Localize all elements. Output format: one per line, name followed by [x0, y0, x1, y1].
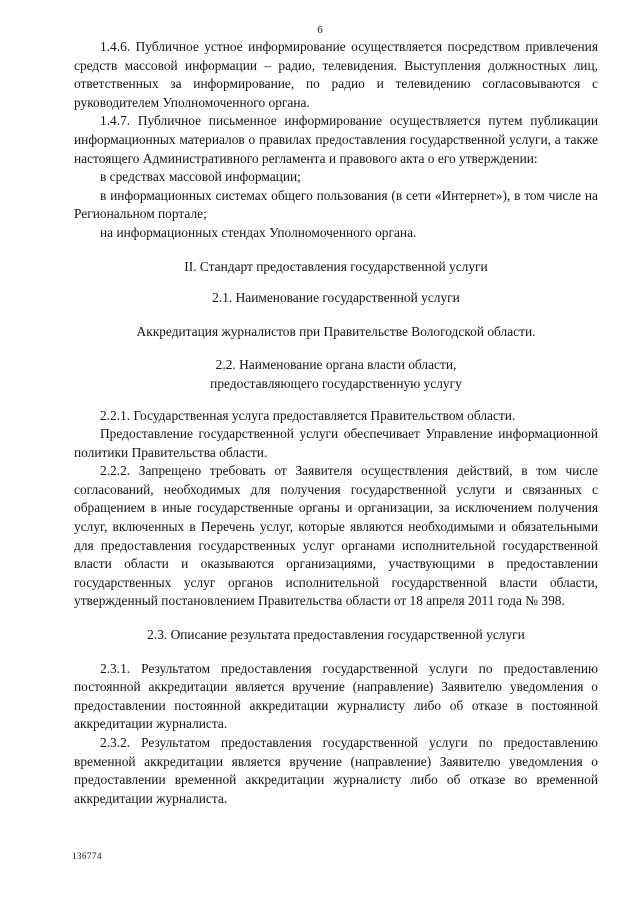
- list-item: в информационных системах общего пользования (в сети «Интернет»), в том числе на Региональном портале;: [74, 187, 598, 222]
- service-name: Аккредитация журналистов при Правительстве Вологодской области.: [136, 323, 536, 339]
- paragraph-1-4-6: 1.4.6. Публичное устное информирование осуществляется посредством привлечения средств массовой информации – радио, телевидения. Выступления должностных лиц, ответственных за информирование, по радио и телевидению согласовываются с руководителем Уполномоченного органа.: [74, 39, 598, 110]
- document-body: [74, 38, 598, 808]
- paragraph-2-2-2: 2.2.2. Запрещено требовать от Заявителя осуществления действий, в том числе согласований, необходимых для получения государственной услуги и связанных с обращением в иные государственные органы и организации, за исключением получения услуг, включенных в Перечень услуг, которые являются необходимыми и обязательными для предоставления государственных услуг органами исполнительной государственной власти области и оказываются организациями, участвующими в предоставлении государственных услуг органов исполнительной государственной власти области, утвержденный постановлением Правительства области от 18 апреля 2011 года № 398.: [74, 463, 598, 609]
- page-number: 6: [317, 24, 323, 36]
- footer-code: 136774: [72, 851, 102, 861]
- paragraph-2-2-1-cont: Предоставление государственной услуги обеспечивает Управление информационной политики Правительства области.: [74, 426, 598, 460]
- subsection-heading-2-1: 2.1. Наименование государственной услуги: [212, 290, 460, 306]
- section-heading: II. Стандарт предоставления государственной услуги: [184, 258, 488, 274]
- subsection-heading-2-2-line1: 2.2. Наименование органа власти области,: [215, 357, 457, 373]
- paragraph-2-2-1: 2.2.1. Государственная услуга предоставляется Правительством области.: [100, 407, 516, 423]
- list-item: в средствах массовой информации;: [100, 169, 301, 185]
- subsection-heading-2-2-line2: предоставляющего государственную услугу: [210, 375, 462, 391]
- list-item: на информационных стендах Уполномоченного органа.: [100, 224, 417, 240]
- paragraph-2-3-1: 2.3.1. Результатом предоставления государственной услуги по предоставлению постоянной аккредитации является вручение (направление) Заявителю уведомления о предоставлении постоянной аккредитации журналисту либо об отказе в постоянной аккредитации журналиста.: [74, 660, 598, 732]
- paragraph-1-4-7: 1.4.7. Публичное письменное информирование осуществляется путем публикации информационных материалов о правилах предоставления государственной услуги, а также настоящего Административного регламента и правового акта о его утверждении:: [74, 113, 598, 166]
- subsection-heading-2-3: 2.3. Описание результата предоставления государственной услуги: [147, 627, 525, 643]
- paragraph-2-3-2: 2.3.2. Результатом предоставления государственной услуги по предоставлению временной аккредитации является вручение (направление) Заявителю уведомления о предоставлении временной аккредитации журналисту либо об отказе во временной аккредитации журналиста.: [74, 735, 598, 806]
